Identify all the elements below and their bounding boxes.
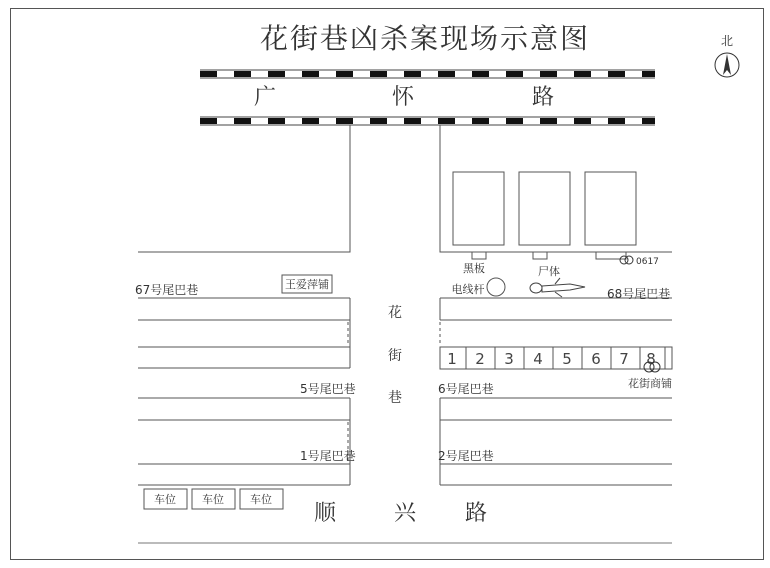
building-1 <box>453 172 504 245</box>
top-road <box>200 70 655 125</box>
label-lane-6: 6号尾巴巷 <box>438 382 494 396</box>
building-3 <box>585 172 636 245</box>
bottom-road-char-1: 顺 <box>313 501 337 526</box>
lane-char-2: 街 <box>388 348 402 364</box>
shop-2: 2 <box>475 350 485 368</box>
label-lane-2: 2号尾巴巷 <box>438 449 494 463</box>
right-upper-block <box>440 125 672 259</box>
north-arrow-icon <box>713 51 741 79</box>
shop-4: 4 <box>533 350 543 368</box>
bike-icon <box>620 256 633 264</box>
shop-3: 3 <box>504 350 514 368</box>
shop-5: 5 <box>562 350 572 368</box>
parking-2: 车位 <box>202 493 224 506</box>
corpse-icon <box>530 278 585 297</box>
corpse-label: 尸体 <box>538 265 560 278</box>
pole-label: 电线杆 <box>451 283 485 296</box>
lane-char-1: 花 <box>388 305 402 321</box>
pole-icon <box>487 278 505 296</box>
shop-6: 6 <box>591 350 601 368</box>
label-lane-67: 67号尾巴巷 <box>135 283 199 297</box>
top-road-char-1: 广 <box>253 85 277 110</box>
shop-numbers <box>447 350 656 368</box>
top-road-char-3: 路 <box>531 85 555 110</box>
black-board-label: 黑板 <box>463 262 485 275</box>
bottom-road-char-2: 兴 <box>393 501 417 526</box>
parking-1: 车位 <box>154 493 176 506</box>
bottom-road-char-3: 路 <box>464 501 488 526</box>
diagram-title: 花街巷凶杀案现场示意图 <box>259 22 591 55</box>
label-lane-68: 68号尾巴巷 <box>607 287 671 301</box>
building-2 <box>519 172 570 245</box>
compass <box>710 32 744 83</box>
left-upper-block <box>138 125 350 252</box>
bike-code: 0617 <box>636 257 659 267</box>
parking-3: 车位 <box>250 493 272 506</box>
label-lane-1: 1号尾巴巷 <box>300 449 356 463</box>
lane-char-3: 巷 <box>388 390 402 406</box>
bottom-road <box>138 501 672 543</box>
shop-7: 7 <box>619 350 629 368</box>
shop-8: 8 <box>646 350 656 368</box>
label-lane-5: 5号尾巴巷 <box>300 382 356 396</box>
shop-1: 1 <box>447 350 457 368</box>
huajie-shop-label: 花街商铺 <box>628 377 672 390</box>
compass-label: 北 <box>720 34 733 48</box>
top-road-char-2: 怀 <box>391 85 415 110</box>
wang-shop-label: 王爱萍铺 <box>285 278 329 291</box>
